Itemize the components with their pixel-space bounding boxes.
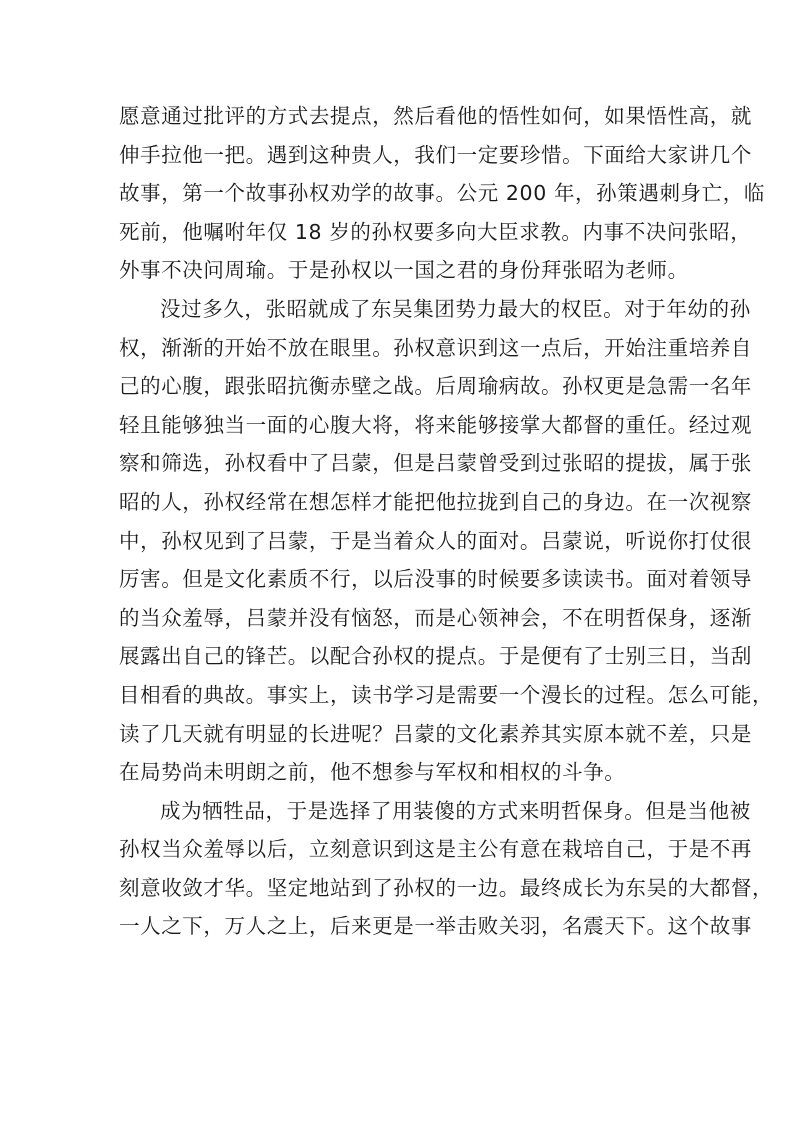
text-line: 一人之下，万人之上，后来更是一举击败关羽，名震天下。这个故事 xyxy=(119,914,752,939)
text-line: 伸手拉他一把。遇到这种贵人，我们一定要珍惜。下面给大家讲几个 xyxy=(119,142,752,167)
text-line: 孙权当众羞辱以后，立刻意识到这是主公有意在栽培自己，于是不再 xyxy=(119,837,752,862)
text-line: 愿意通过批评的方式去提点，然后看他的悟性如何，如果悟性高，就 xyxy=(119,104,752,128)
text-line: 的当众羞辱，吕蒙并没有恼怒，而是心领神会，不在明哲保身，逐渐 xyxy=(119,605,752,630)
text-line: 厉害。但是文化素质不行，以后没事的时候要多读读书。面对着领导 xyxy=(119,567,752,592)
text-line: 中，孙权见到了吕蒙，于是当着众人的面对。吕蒙说，听说你打仗很 xyxy=(119,528,752,553)
text-line: 轻且能够独当一面的心腹大将，将来能够接掌大都督的重任。经过观 xyxy=(119,412,752,437)
body-text xyxy=(119,97,774,946)
text-line: 读了几天就有明显的长进呢？吕蒙的文化素养其实原本就不差，只是 xyxy=(119,721,752,746)
text-line: 死前，他嘱咐年仅 18 岁的孙权要多向大臣求教。内事不决问张昭， xyxy=(119,219,752,244)
text-line: 在局势尚未明朗之前，他不想参与军权和相权的斗争。 xyxy=(119,760,626,785)
paragraph-start-line: 成为牺牲品，于是选择了用装傻的方式来明哲保身。但是当他被 xyxy=(160,798,751,823)
text-line: 察和筛选，孙权看中了吕蒙，但是吕蒙曾受到过张昭的提拔，属于张 xyxy=(119,451,752,476)
text-line: 展露出自己的锋芒。以配合孙权的提点。于是便有了士别三日，当刮 xyxy=(119,644,752,669)
text-line: 己的心腹，跟张昭抗衡赤壁之战。后周瑜病故。孙权更是急需一名年 xyxy=(119,374,752,399)
paragraph-start-line: 没过多久，张昭就成了东吴集团势力最大的权臣。对于年幼的孙 xyxy=(160,296,751,321)
text-line: 刻意收敛才华。坚定地站到了孙权的一边。最终成长为东吴的大都督， xyxy=(119,875,774,900)
text-line: 外事不决问周瑜。于是孙权以一国之君的身份拜张昭为老师。 xyxy=(119,258,689,283)
text-line: 故事，第一个故事孙权劝学的故事。公元 200 年，孙策遇刺身亡，临 xyxy=(119,181,765,206)
text-line: 权，渐渐的开始不放在眼里。孙权意识到这一点后，开始注重培养自 xyxy=(119,335,752,360)
text-line: 昭的人，孙权经常在想怎样才能把他拉拢到自己的身边。在一次视察 xyxy=(119,489,752,514)
text-line: 目相看的典故。事实上，读书学习是需要一个漫长的过程。怎么可能， xyxy=(119,682,774,707)
